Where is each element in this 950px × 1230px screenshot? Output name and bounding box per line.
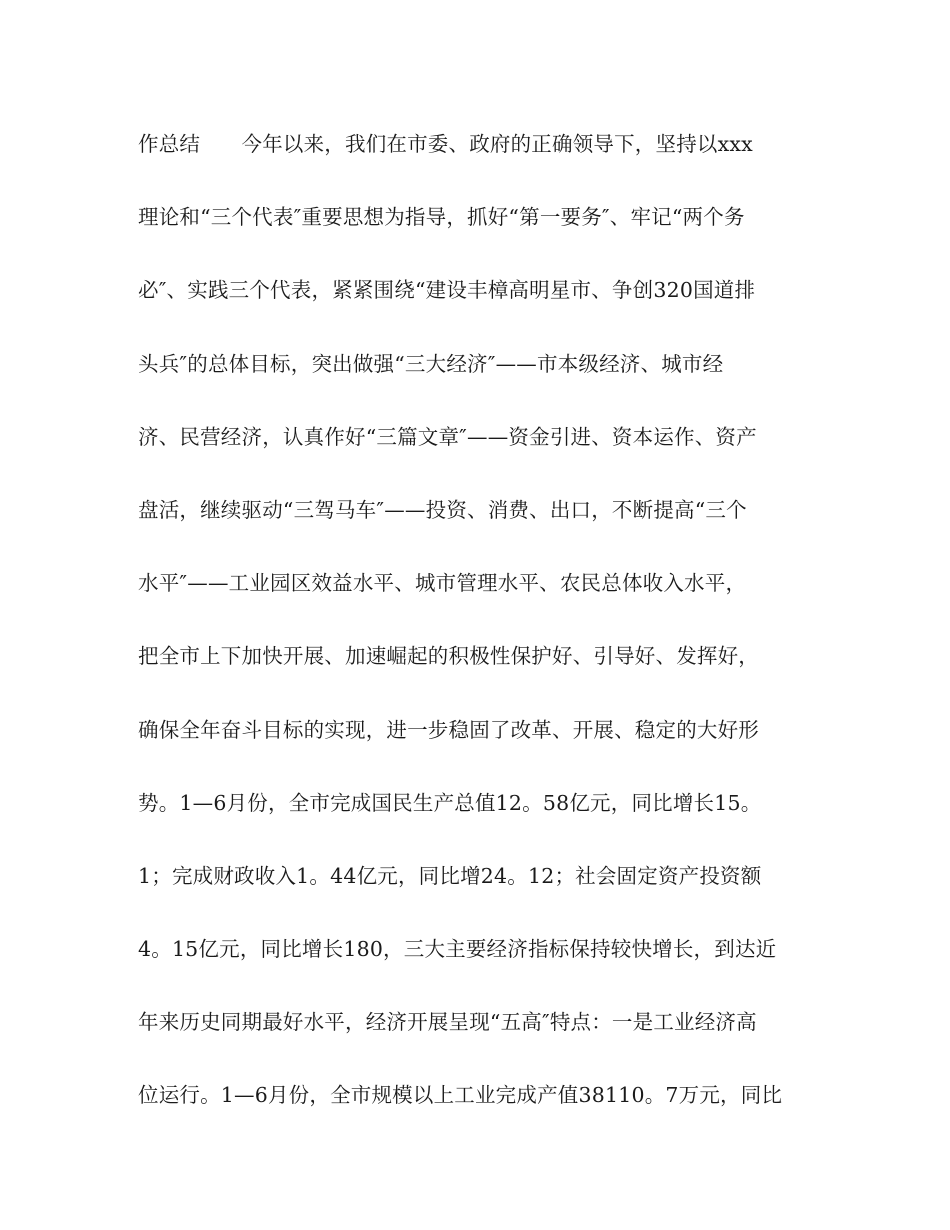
text-line: 盘活，继续驱动“三驾马车″——投资、消费、出口，不断提高“三个 — [138, 497, 747, 522]
text-line: 确保全年奋斗目标的实现，进一步稳固了改革、开展、稳定的大好形 — [138, 717, 759, 742]
text-line: 水平″——工业园区效益水平、城市管理水平、农民总体收入水平， — [138, 571, 747, 596]
text-line: 位运行。1—6月份，全市规模以上工业完成产值38110。7万元，同比 — [138, 1083, 783, 1108]
text-line: 势。1—6月份，全市完成国民生产总值12。58亿元，同比增长15。 — [138, 790, 762, 815]
text-line: 必″、实践三个代表，紧紧围绕“建设丰樟高明星市、争创320国道排 — [138, 278, 756, 303]
text-line: 年来历史同期最好水平，经济开展呈现“五高″特点：一是工业经济高 — [138, 1010, 757, 1035]
body-text — [138, 120, 818, 1145]
text-line: 把全市上下加快开展、加速崛起的积极性保护好、引导好、发挥好， — [138, 644, 759, 669]
text-line: 1；完成财政收入1。44亿元，同比增24。12；社会固定资产投资额 — [138, 863, 762, 888]
text-line: 头兵″的总体目标，突出做强“三大经济″——市本级经济、城市经 — [138, 351, 724, 376]
text-line: 4。15亿元，同比增长180，三大主要经济指标保持较快增长，到达近 — [138, 937, 777, 962]
text-line: 济、民营经济，认真作好“三篇文章″——资金引进、资本运作、资产 — [138, 424, 757, 449]
text-line: 理论和“三个代表″重要思想为指导，抓好“第一要务″、牢记“两个务 — [138, 205, 745, 230]
text-line: 作总结 今年以来，我们在市委、政府的正确领导下，坚持以xxx — [138, 132, 753, 156]
